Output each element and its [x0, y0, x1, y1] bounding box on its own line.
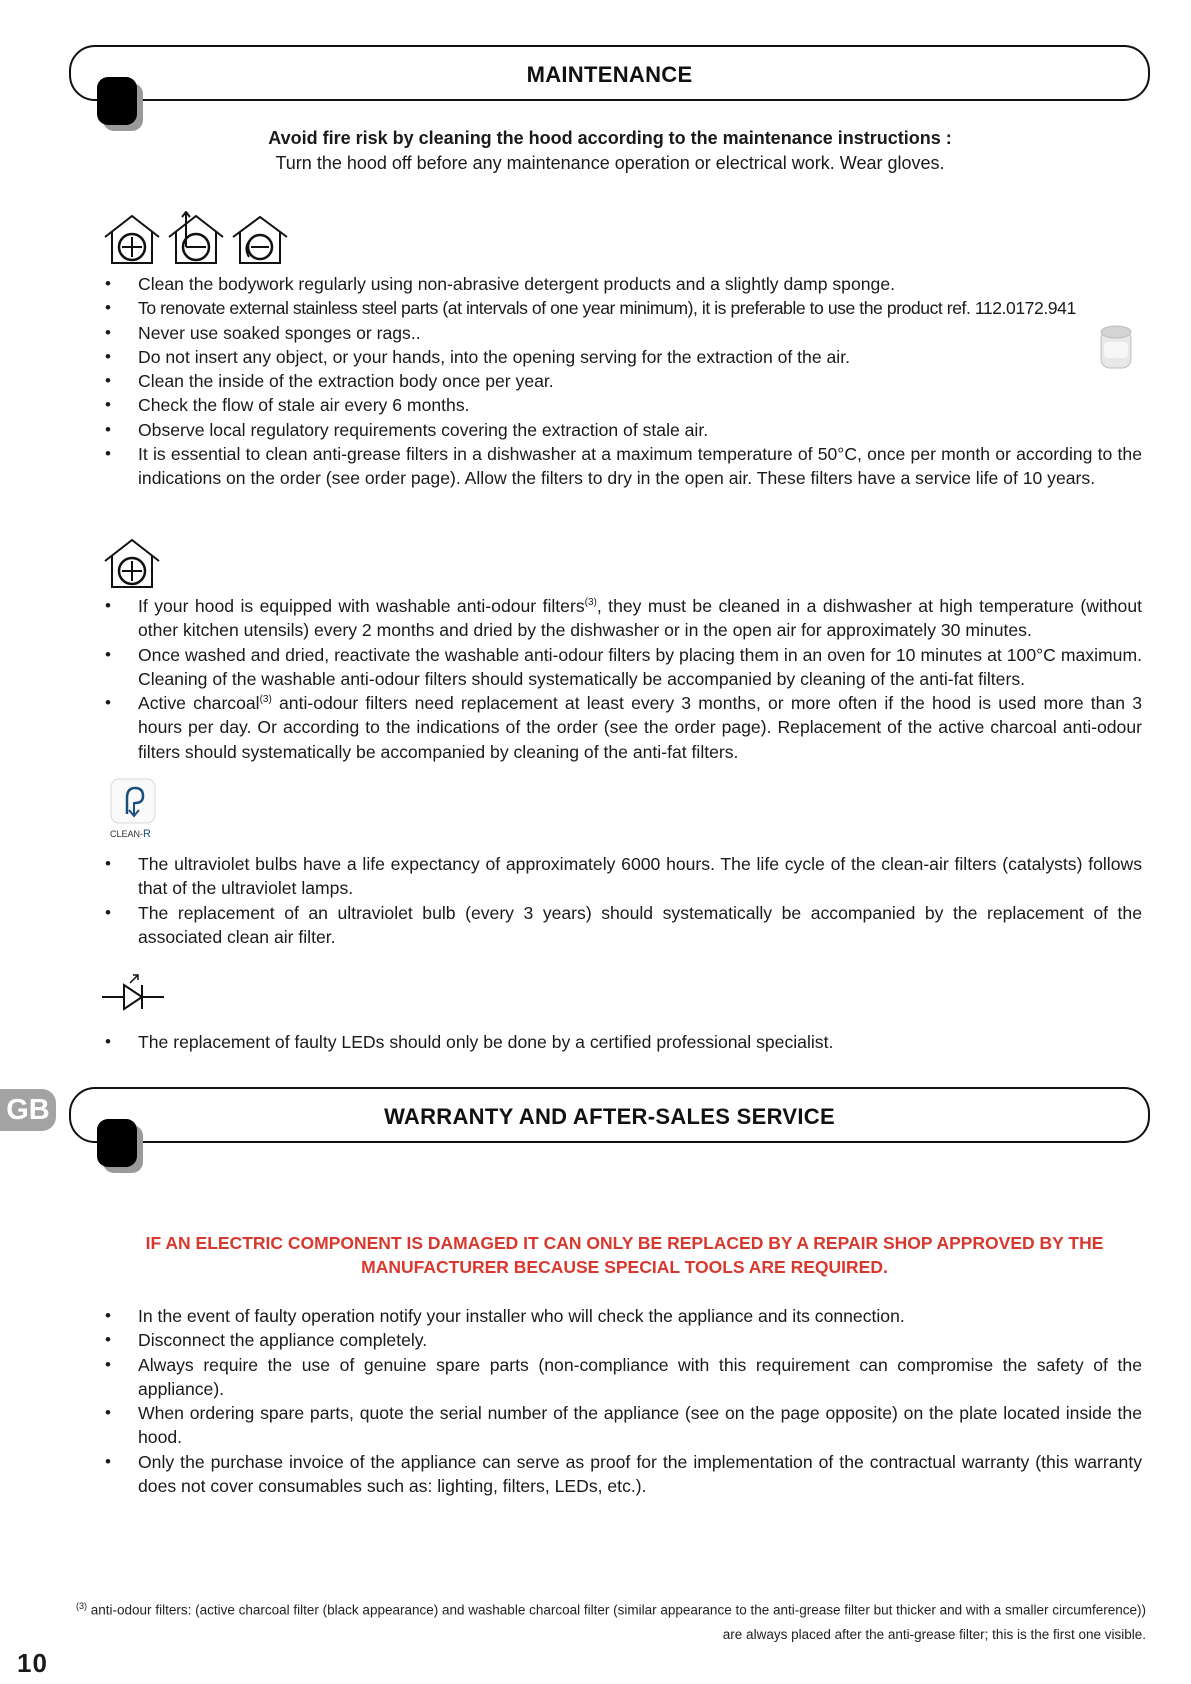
- led-diode-icon: [102, 974, 164, 1014]
- house-anti-odour-icon: [103, 537, 161, 589]
- list-item: • When ordering spare parts, quote the serial number of the appliance (see on the page opposite) on the plate located inside the hood.: [102, 1401, 1142, 1450]
- language-badge: GB: [0, 1089, 56, 1131]
- section-title: MAINTENANCE: [526, 62, 693, 87]
- anti-odour-list: [102, 594, 1142, 764]
- warranty-header: [69, 1087, 1150, 1143]
- list-item: • Never use soaked sponges or rags..: [102, 321, 1142, 345]
- section-tab: [97, 1119, 137, 1167]
- house-recirculation-icon: [231, 215, 289, 265]
- list-item: • The replacement of faulty LEDs should only be done by a certified professional specialist.: [102, 1030, 1142, 1054]
- section-title: WARRANTY AND AFTER-SALES SERVICE: [384, 1104, 835, 1129]
- list-item: • The replacement of an ultraviolet bulb (every 3 years) should systematically be accompanied by the replacement of the associated clean air filter.: [102, 901, 1142, 950]
- uv-list: [102, 852, 1142, 949]
- house-extraction-icon: [103, 213, 161, 265]
- clean-r-label: CLEAN-R: [110, 828, 151, 840]
- house-exhaust-icon: [167, 211, 225, 265]
- list-item: • Observe local regulatory requirements covering the extraction of stale air.: [102, 418, 1142, 442]
- list-item: • Once washed and dried, reactivate the washable anti-odour filters by placing them in an oven for 10 minutes at 100°C maximum. Cleaning of the washable anti-odour filters should systematically be accompanied by cleaning of the anti-fat filters.: [102, 643, 1142, 692]
- footnote: [76, 1594, 1146, 1647]
- maintenance-header: [69, 45, 1150, 101]
- list-item: • Do not insert any object, or your hands, into the opening serving for the extraction of the air.: [102, 345, 1142, 369]
- general-maintenance-list: [102, 272, 1142, 491]
- footnote-text: anti-odour filters: (active charcoal filter (black appearance) and washable charcoal filter (similar appearance to the anti-grease filter but thicker and with a smaller circumference)) are always placed after the anti-grease filter; this is the first one visible.: [90, 1602, 1146, 1642]
- list-item: • To renovate external stainless steel parts (at intervals of one year minimum), it is preferable to use the product ref. 112.0172.941: [102, 296, 1142, 320]
- led-list: [102, 1030, 1142, 1054]
- list-item: • Only the purchase invoice of the appliance can serve as proof for the implementation of the contractual warranty (this warranty does not cover consumables such as: lighting, filters, LEDs, etc.).: [102, 1450, 1142, 1499]
- intro-warning: Avoid fire risk by cleaning the hood according to the maintenance instructions :: [268, 128, 952, 148]
- section-tab: [97, 77, 137, 125]
- cleaning-product-jar-icon: [1098, 324, 1134, 372]
- list-item: • Always require the use of genuine spare parts (non-compliance with this requirement can compromise the safety of the appliance).: [102, 1353, 1142, 1402]
- list-item: • In the event of faulty operation notify your installer who will check the appliance and its connection.: [102, 1304, 1142, 1328]
- list-item: • Disconnect the appliance completely.: [102, 1328, 1142, 1352]
- list-item: • Active charcoal$^{(3)}$ anti-odour filters need replacement at least every 3 months, or more often if the hood is used more than 3 hours per day. Or according to the indications of the order (see the order page). Replacement of the active charcoal anti-odour filters should systematically be accompanied by cleaning of the anti-fat filters.: [102, 691, 1142, 764]
- list-item: • The ultraviolet bulbs have a life expectancy of approximately 6000 hours. The life cycle of the clean-air filters (catalysts) follows that of the ultraviolet lamps.: [102, 852, 1142, 901]
- footnote-mark: (3): [76, 1601, 87, 1611]
- page-number: 10: [17, 1648, 48, 1678]
- list-item: • If your hood is equipped with washable anti-odour filters$^{(3)}$, they must be cleaned in a dishwasher at high temperature (without other kitchen utensils) every 2 months and dried by the dishwasher or in the open air for approximately 30 minutes.: [102, 594, 1142, 643]
- clean-r-icon: [110, 778, 156, 826]
- list-item: • Clean the inside of the extraction body once per year.: [102, 369, 1142, 393]
- list-item: • Check the flow of stale air every 6 months.: [102, 393, 1142, 417]
- intro-text: Turn the hood off before any maintenance operation or electrical work. Wear gloves.: [275, 153, 945, 173]
- warranty-list: [102, 1304, 1142, 1498]
- maintenance-intro: [120, 126, 1100, 176]
- list-item: • It is essential to clean anti-grease filters in a dishwasher at a maximum temperature of 50°C, once per month or according to the indications on the order (see order page). Allow the filters to dry in the open air. These filters have a service life of 10 years.: [102, 442, 1142, 491]
- warranty-warning: IF AN ELECTRIC COMPONENT IS DAMAGED IT CAN ONLY BE REPLACED BY A REPAIR SHOP APPROVED BY THE MANUFACTURER BECAUSE SPECIAL TOOLS ARE REQUIRED.: [145, 1233, 1104, 1277]
- list-item: • Clean the bodywork regularly using non-abrasive detergent products and a slightly damp sponge.: [102, 272, 1142, 296]
